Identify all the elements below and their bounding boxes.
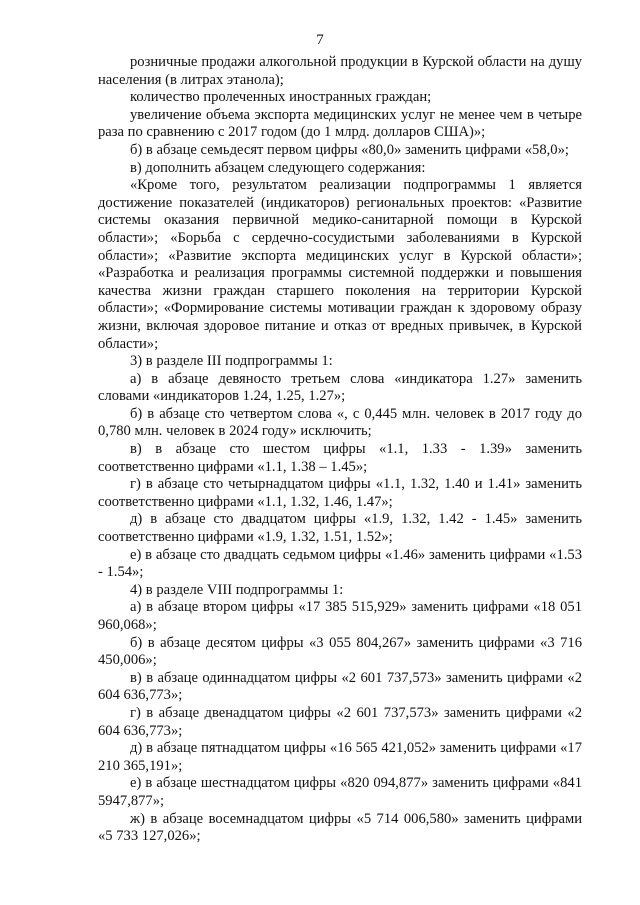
paragraph: г) в абзаце двенадцатом цифры «2 601 737,573» заменить цифрами «2 604 636,773»;: [98, 704, 582, 739]
paragraph: в) в абзаце одиннадцатом цифры «2 601 737,573» заменить цифрами «2 604 636,773»;: [98, 669, 582, 704]
page-number: 7: [316, 32, 324, 48]
document-body: [98, 54, 582, 846]
paragraph: 3) в разделе III подпрограммы 1:: [130, 353, 333, 370]
paragraph: д) в абзаце сто двадцатом цифры «1.9, 1.32, 1.42 - 1.45» заменить соответственно цифрами «1.9, 1.32, 1.51, 1.52»;: [98, 511, 582, 546]
paragraph: в) дополнить абзацем следующего содержания:: [130, 159, 426, 176]
paragraph: г) в абзаце сто четырнадцатом цифры «1.1, 1.32, 1.40 и 1.41» заменить соответственно цифрами «1.1, 1.32, 1.46, 1.47»;: [98, 476, 582, 510]
paragraph: а) в абзаце втором цифры «17 385 515,929» заменить цифрами «18 051 960,068»;: [98, 599, 582, 633]
paragraph: б) в абзаце десятом цифры «3 055 804,267» заменить цифрами «3 716 450,006»;: [98, 634, 582, 669]
paragraph: количество пролеченных иностранных граждан;: [130, 89, 432, 106]
paragraph: 4) в разделе VIII подпрограммы 1:: [130, 581, 344, 598]
paragraph: е) в абзаце сто двадцать седьмом цифры «1.46» заменить цифрами «1.53 - 1.54»;: [98, 546, 582, 581]
paragraph: в) в абзаце сто шестом цифры «1.1, 1.33 - 1.39» заменить соответственно цифрами «1.1, 1.38 – 1.45»;: [98, 441, 582, 475]
paragraph: е) в абзаце шестнадцатом цифры «820 094,877» заменить цифрами «841 5947,877»;: [98, 775, 582, 809]
paragraph: «Кроме того, результатом реализации подпрограммы 1 является достижение показателей (индикаторов) региональных проектов: «Развитие системы оказания первичной медико-санитарной помощи в Курской области»; «Борьба с сердечно-сосудистыми заболеваниями в Курской области»; «Развитие экспорта медицинских услуг в Курской области»; «Разработка и реализация программы системной поддержки и повышения качества жизни граждан старшего поколения на территории Курской области»; «Формирование системы мотивации граждан к здоровому образу жизни, включая здоровое питание и отказ от вредных привычек, в Курской области»;: [98, 177, 582, 352]
paragraph: б) в абзаце семьдесят первом цифры «80,0» заменить цифрами «58,0»;: [130, 141, 569, 158]
paragraph: ж) в абзаце восемнадцатом цифры «5 714 006,580» заменить цифрами «5 733 127,026»;: [98, 810, 582, 845]
paragraph: увеличение объема экспорта медицинских услуг не менее чем в четыре раза по сравнению с 2017 годом (до 1 млрд. долларов США)»;: [98, 106, 582, 141]
paragraph: б) в абзаце сто четвертом слова «, с 0,445 млн. человек в 2017 году до 0,780 млн. человек в 2024 году» исключить;: [98, 405, 582, 440]
paragraph: д) в абзаце пятнадцатом цифры «16 565 421,052» заменить цифрами «17 210 365,191»;: [98, 740, 582, 774]
paragraph: а) в абзаце девяносто третьем слова «индикатора 1.27» заменить словами «индикаторов 1.24, 1.25, 1.27»;: [98, 370, 582, 405]
paragraph: розничные продажи алкогольной продукции в Курской области на душу населения (в литрах этанола);: [98, 54, 582, 88]
